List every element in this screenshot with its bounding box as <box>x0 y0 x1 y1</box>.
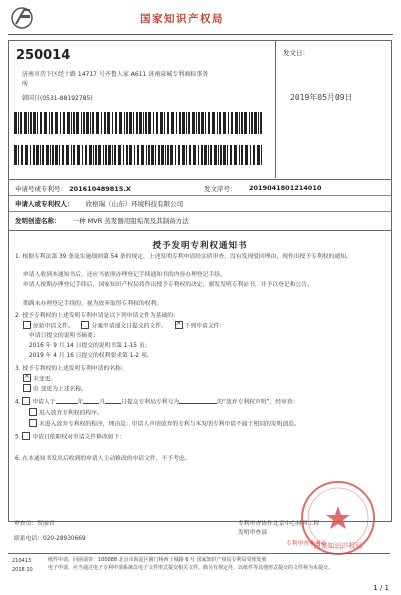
checkbox[interactable] <box>81 321 89 329</box>
basis-a: 申请日提交的说明书摘要； <box>29 333 99 339</box>
barcode-icon <box>14 145 264 165</box>
barcode-icon <box>14 112 264 134</box>
notice-title: 授予发明专利权通知书 <box>152 241 248 251</box>
paragraph-5: 5. 申请日依职权对申请文件修改如下： <box>15 433 125 443</box>
form-code-1: 210413 <box>12 558 32 564</box>
invention-label: 发明创造名称： <box>15 217 61 225</box>
paragraph-1d: 期满未办理登记手续的，视为放弃取得专利权的权利。 <box>23 301 163 307</box>
bureau-title: 国家知识产权局 <box>140 13 224 25</box>
seal-text: 国家知识产权局 <box>313 542 363 550</box>
checkbox-checked[interactable] <box>175 321 183 329</box>
checkbox[interactable] <box>22 397 30 405</box>
applicant-label: 申请人或专利权人： <box>15 200 74 208</box>
info-row-invention <box>9 216 391 225</box>
p4-part-d: 日提交专利局专利号为 <box>121 399 180 406</box>
paragraph-1b: 申请人收到本通知书后，还应当依照办理登记手续通知书的内容办理登记手续。 <box>23 272 226 278</box>
basis-c: 2019 年 4 月 16 日提交的权利要求第 1-2 项。 <box>29 353 153 359</box>
send-date-label: 发文日： <box>283 49 309 57</box>
examiner-name: 贺丽君 <box>37 521 55 527</box>
divider <box>9 195 391 196</box>
dept-line-1: 专利审查协作北京中心材料工程 <box>238 521 320 527</box>
address-line-2: 所 <box>22 81 29 88</box>
paragraph-3: 3. 授予专利权的上述发明专利申请的名称： <box>15 366 127 372</box>
p4-opt-1-label: 进入放弃专利权的程序。 <box>39 410 103 417</box>
stamp-caption: 专利审查业务章 <box>286 541 327 547</box>
address <box>22 70 272 90</box>
option-listed: 下列申请文件： <box>184 323 226 330</box>
cnipa-logo-icon <box>8 6 38 30</box>
dept-line-2: 发明审查部 <box>238 530 267 536</box>
invention-value: 一种 MVR 蒸发器用阻垢剂及其制备方法 <box>72 217 189 225</box>
info-row-applicant <box>9 199 391 208</box>
basis-b: 2016 年 9 月 14 日提交的说明书第 1-15 页； <box>29 343 151 349</box>
examiner: 审查员：贺丽君 <box>14 521 55 527</box>
paragraph-4: 4. 申请人于 年 月 日提交专利局专利号为 的“放弃专利权声明”，经审查： <box>15 398 385 408</box>
p4-opt-1 <box>29 409 103 419</box>
p4-part-e: 的“放弃专利权声明”，经审查： <box>217 399 299 406</box>
checkbox[interactable] <box>23 321 31 329</box>
paragraph-6: 6. 在本通知书发出后收到的申请人主动修改的申请文件，不予考虑。 <box>15 456 191 462</box>
p4-opt-2 <box>29 420 384 430</box>
paragraph-1c: 申请人按期办理登记手续后，国家知识产权局将作出授予专利权的决定，颁发发明专利证书，并予以登记和公告。 <box>23 282 313 288</box>
p4-part-c: 月 <box>99 399 106 406</box>
electronic-note: 电子申请，应当通过电子专利申请系统以电子文件形式提交相关文件。除另有规定外，以纸件等其他形式提交的文件视为未提交。 <box>48 565 334 571</box>
name-changed <box>23 385 87 395</box>
send-date: 2019年05月09日 <box>290 93 353 102</box>
name-unchanged-label: 未变更。 <box>33 376 57 383</box>
info-row-appno <box>9 184 391 193</box>
divider <box>9 211 391 212</box>
phone: 联系电话：020-28930669 <box>14 536 86 542</box>
agent-firm: 韩国日(0531-88192785) <box>22 95 93 102</box>
p4-opt-2-label: 未进入放弃专利权的程序，理由是：申请人声明放弃的专利与本发明专利申请不属于相同的发明创造。 <box>39 421 300 428</box>
phone-number: 020-28930669 <box>43 536 86 542</box>
address-line-1: 济南市历下区经十路 14717 号齐鲁人家 A611 济南泉城专利商标事务 <box>22 71 209 78</box>
checkbox[interactable] <box>29 419 37 427</box>
p5-label: 申请日依职权对申请文件修改如下： <box>32 434 126 441</box>
mail-note: 纸件申请，回函请寄：100088 北京市海淀区蓟门桥西土城路 6 号 国家知识产权局专利局受理处收 <box>48 557 267 563</box>
page-number: 1 / 1 <box>373 584 389 592</box>
checkbox-checked[interactable] <box>23 374 31 382</box>
appno-label: 申请号或专利号： <box>15 185 67 193</box>
info-table <box>8 180 392 231</box>
applicant-value: 欣格瑞（山东）环境科技有限公司 <box>85 200 184 208</box>
option-divisional: 分案申请递交日提交的文件。 <box>91 323 167 330</box>
footer-notes <box>8 553 390 580</box>
basis-options <box>23 322 383 332</box>
divider <box>8 34 393 35</box>
checkbox[interactable] <box>29 408 37 416</box>
postal-code: 250014 <box>16 48 71 63</box>
paragraph-1: 1. 根据专利法第 39 条及实施细则第 54 条的规定，上述发明专利申请经实质审查，没有发现驳回理由，现作出授予专利权的通知。 <box>15 254 352 260</box>
checkbox[interactable] <box>23 384 31 392</box>
option-original: 原始申请文件。 <box>33 323 74 330</box>
p4-part-b: 年 <box>77 399 84 406</box>
appno-value: 201610489815.X <box>69 185 131 193</box>
p4-part-a: 申请人于 <box>32 399 56 406</box>
checkbox[interactable] <box>22 432 30 440</box>
signature-area <box>8 520 390 550</box>
divider <box>275 40 276 178</box>
name-changed-label: 由 变更为上述名称。 <box>33 386 88 393</box>
serial-value: 2019041801214010 <box>249 184 322 192</box>
serial-label: 发文序号： <box>204 185 237 193</box>
paragraph-2: 2. 授予专利权的上述发明专利申请是以下列申请文件为基础的： <box>15 313 179 319</box>
form-code-2: 2018.10 <box>12 567 33 573</box>
